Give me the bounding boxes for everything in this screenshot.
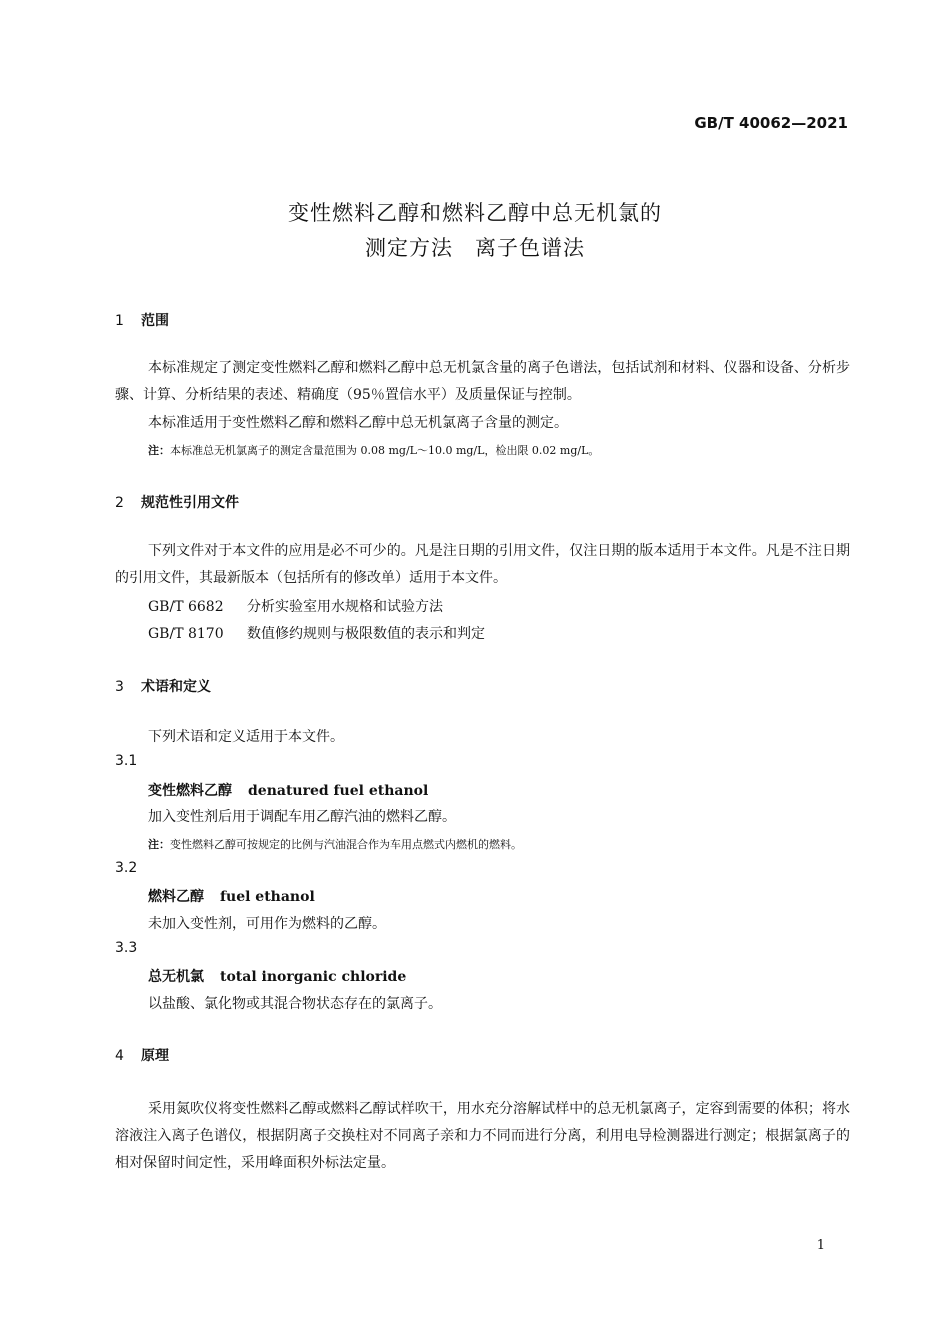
reference-title: 分析实验室用水规格和试验方法 bbox=[247, 599, 443, 615]
term-number: 3.2 bbox=[115, 860, 138, 876]
section-number: 1 bbox=[115, 313, 124, 329]
page-number: 1 bbox=[816, 1238, 825, 1253]
note-label: 注： bbox=[148, 838, 170, 851]
section-title: 术语和定义 bbox=[141, 679, 211, 695]
section-title: 规范性引用文件 bbox=[141, 495, 239, 511]
term-note bbox=[148, 836, 522, 852]
reference-code: GB/T 6682 bbox=[148, 599, 224, 615]
section-3-intro: 下列术语和定义适用于本文件。 bbox=[148, 729, 344, 745]
term-english: total inorganic chloride bbox=[220, 969, 407, 985]
section-3-heading bbox=[115, 676, 211, 696]
term-number: 3.3 bbox=[115, 940, 138, 956]
section-1-paragraph-2: 本标准适用于变性燃料乙醇和燃料乙醇中总无机氯离子含量的测定。 bbox=[148, 415, 568, 431]
term-definition: 以盐酸、氯化物或其混合物状态存在的氯离子。 bbox=[148, 996, 442, 1012]
section-4-heading bbox=[115, 1045, 169, 1065]
note-text: 变性燃料乙醇可按规定的比例与汽油混合作为车用点燃式内燃机的燃料。 bbox=[170, 838, 522, 851]
section-number: 4 bbox=[115, 1048, 124, 1064]
section-1-heading bbox=[115, 310, 169, 330]
section-1-note bbox=[148, 442, 599, 458]
reference-code: GB/T 8170 bbox=[148, 626, 224, 642]
term-number: 3.1 bbox=[115, 753, 138, 769]
section-title: 原理 bbox=[141, 1048, 169, 1064]
section-title: 范围 bbox=[141, 313, 169, 329]
section-number: 3 bbox=[115, 679, 124, 695]
term-heading bbox=[148, 966, 406, 986]
section-number: 2 bbox=[115, 495, 124, 511]
term-english: fuel ethanol bbox=[220, 889, 315, 905]
reference-title: 数值修约规则与极限数值的表示和判定 bbox=[247, 626, 485, 642]
term-chinese: 变性燃料乙醇 bbox=[148, 783, 232, 799]
term-english: denatured fuel ethanol bbox=[248, 783, 429, 799]
normative-reference bbox=[148, 623, 485, 643]
note-label: 注： bbox=[148, 444, 170, 457]
document-title-line-2: 测定方法 离子色谱法 bbox=[365, 236, 585, 260]
section-2-paragraph-1: 下列文件对于本文件的应用是必不可少的。凡是注日期的引用文件，仅注日期的版本适用于本文件。凡是不注日期的引用文件，其最新版本（包括所有的修改单）适用于本文件。 bbox=[115, 543, 850, 586]
section-2-heading bbox=[115, 492, 239, 512]
section-4-paragraph-1: 采用氮吹仪将变性燃料乙醇或燃料乙醇试样吹干，用水充分溶解试样中的总无机氯离子，定容到需要的体积；将水溶液注入离子色谱仪，根据阴离子交换柱对不同离子亲和力不同而进行分离，利用电导检测器进行测定；根据氯离子的相对保留时间定性，采用峰面积外标法定量。 bbox=[115, 1101, 850, 1171]
document-title-line-1: 变性燃料乙醇和燃料乙醇中总无机氯的 bbox=[288, 201, 662, 225]
term-heading bbox=[148, 780, 428, 800]
normative-reference bbox=[148, 596, 443, 616]
term-chinese: 总无机氯 bbox=[148, 969, 204, 985]
section-1-paragraph-1: 本标准规定了测定变性燃料乙醇和燃料乙醇中总无机氯含量的离子色谱法，包括试剂和材料、仪器和设备、分析步骤、计算、分析结果的表述、精确度（95％置信水平）及质量保证与控制。 bbox=[115, 360, 850, 403]
note-text: 本标准总无机氯离子的测定含量范围为 0.08 mg/L～10.0 mg/L，检出限 0.02 mg/L。 bbox=[170, 444, 600, 457]
term-definition: 未加入变性剂，可用作为燃料的乙醇。 bbox=[148, 916, 386, 932]
term-chinese: 燃料乙醇 bbox=[148, 889, 204, 905]
term-heading bbox=[148, 886, 315, 906]
standard-code: GB/T 40062—2021 bbox=[694, 114, 848, 132]
term-definition: 加入变性剂后用于调配车用乙醇汽油的燃料乙醇。 bbox=[148, 809, 456, 825]
